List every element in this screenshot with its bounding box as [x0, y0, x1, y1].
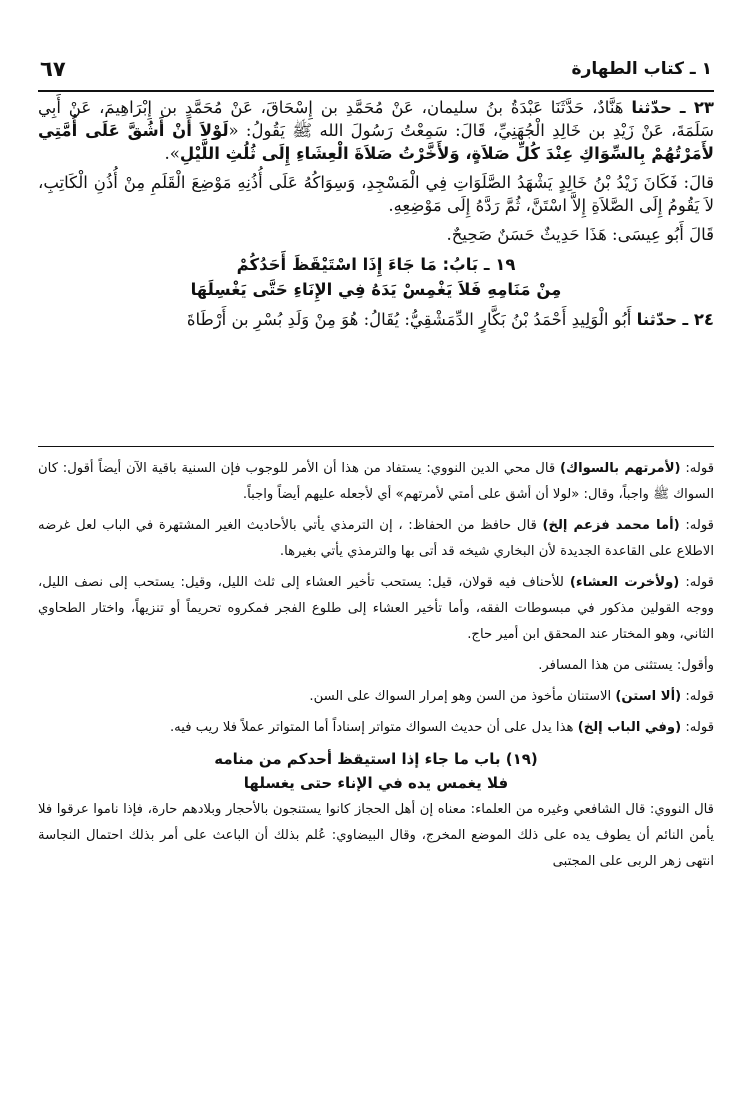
- main-text: [38, 96, 714, 337]
- note-text: الاستنان مأخوذ من السن وهو إمرار السواك على السن.: [309, 689, 612, 704]
- commentary-heading-line-1: (١٩) باب ما جاء إذا استيقظ أحدكم من منامه: [214, 750, 538, 768]
- commentary: [38, 456, 714, 880]
- page-header: [40, 52, 712, 86]
- hadith-close: ».: [164, 144, 180, 163]
- note-lemma: (وفي الباب إلخ): [577, 720, 682, 735]
- commentary-chapter-heading: [38, 747, 714, 795]
- hadith-number: ٢٣ ـ: [679, 98, 714, 117]
- commentary-note: [38, 653, 714, 679]
- note-lemma: (لأمرتهم بالسواك): [559, 461, 681, 476]
- chapter-heading-line-2: مِنْ مَنَامِهِ فَلاَ يَغْمِسْ يَدَهُ فِي الإِنَاءِ حَتَّى يَغْسِلَهَا: [190, 280, 562, 299]
- commentary-note: [38, 797, 714, 875]
- note-text: هذا يدل على أن حديث السواك متواتر إسناداً أما المتواتر عملاً فلا ريب فيه.: [169, 720, 574, 735]
- note-text: للأحناف فيه قولان، قيل: يستحب تأخير العشاء إلى ثلث الليل، وقيل: يستحب إلى نصف الليل، ووجه القولين مذكور في مبسوطات الفقه، وأما تأخير العشاء إلى طلوع الفجر فمكروه تحريماً أو تنزيهاً، واختار الطحاوي الثاني، وهو المختار عند المحقق ابن أمير حاج.: [38, 575, 714, 642]
- sanad-lead: حدّثنا: [631, 98, 672, 117]
- note-text: قال حافظ من الحفاظ: ، إن الترمذي يأتي بالأحاديث الغير المشتهرة في الباب لعل غرضه الاطلاع على القاعدة الجديدة لأن البخاري شيخه قد أتى بها والترمذي يأتي بغيرها.: [38, 518, 714, 559]
- note-lemma: (ألا استن): [615, 689, 682, 704]
- note-qawluhu: قوله:: [685, 720, 714, 735]
- hadith-23: [38, 96, 714, 165]
- chapter-heading-line-1: ١٩ ـ بَابُ: مَا جَاءَ إِذَا اسْتَيْقَظَ أَحَدُكُمْ: [236, 255, 516, 274]
- grading-paragraph: قَالَ أَبُو عِيسَى: هَذَا حَدِيثٌ حَسَنٌ صَحِيحٌ.: [446, 225, 714, 244]
- header-rule: [38, 90, 714, 92]
- commentary-note: [38, 456, 714, 508]
- note-lemma: (ولأخرت العشاء): [569, 575, 680, 590]
- note-qawluhu: قوله:: [685, 575, 714, 590]
- chapter-heading: [38, 252, 714, 302]
- note-text: قال محي الدين النووي: يستفاد من هذا أن الأمر للوجوب فإن السنية باقية الآن أيضاً أقول: كان السواك ﷺ واجباً، وقال: «لولا أن أشق على أمتي لأمرتهم» أي لأجعله عليهم أيضاً واجباً.: [38, 461, 714, 502]
- note-text: قال النووي: قال الشافعي وغيره من العلماء: معناه إن أهل الحجاز كانوا يستنجون بالأحجار وبلادهم حارة، فإذا ناموا عرقوا فلا يأمن النائم أن يطوف يده على ذلك الموضع المخرج، وقال البيضاوي: عُلم بذلك أن الباعث على أمر بذلك احتمال النجاسة انتهى زهر الربى على المجتبى: [38, 802, 714, 869]
- page-number: ٦٧: [40, 57, 66, 81]
- hadith-sanad: هَنَّادٌ، حَدَّثَنَا عَبْدَةُ بنُ سليمان، عَنْ مُحَمَّدِ بن إِسْحَاقَ، عَنْ مُحَمَّدِ بن إِبْرَاهِيمَ، عَنْ أَبِي سَلَمَةَ، عَنْ زَيْدِ بن خَالِدِ الْجُهَنِيِّ، قَالَ: سَمِعْتُ رَسُولَ الله ﷺ يَقُولُ: «: [38, 98, 714, 140]
- hadith-number: ٢٤ ـ: [682, 310, 714, 329]
- commentary-note: [38, 570, 714, 648]
- note-lemma: (أما محمد فزعم إلخ): [542, 518, 680, 533]
- hadith-sanad: أَبُو الْوَلِيدِ أَحْمَدُ بْنُ بَكَّارٍ الدِّمَشْقِيُّ: يُقَالُ: هُوَ مِنْ وَلَدِ بُسْرِ بن أَرْطَاةَ: [186, 310, 632, 329]
- hadith-24: [38, 308, 714, 331]
- note-qawluhu: قوله:: [685, 461, 714, 476]
- note-qawluhu: قوله:: [685, 518, 714, 533]
- commentary-heading-line-2: فلا يغمس يده في الإناء حتى يغسلها: [243, 774, 509, 792]
- commentary-divider: [38, 446, 714, 447]
- note-qawluhu: قوله:: [685, 689, 714, 704]
- sanad-lead: حدّثنا: [636, 310, 678, 329]
- hadith-matn: لَوْلاَ أَنْ أَشُقَّ عَلَى أُمَّتِي لأَمَرْتُهُمْ بِالسِّوَاكِ عِنْدَ كُلِّ صَلاَةٍ، وَلأَخَّرْتُ صَلاَةَ الْعِشَاءِ إِلَى ثُلُثِ اللَّيْلِ: [38, 121, 714, 163]
- narration-paragraph: قالَ: فَكَانَ زَيْدُ بْنُ خَالِدٍ يَشْهَدُ الصَّلَوَاتِ فِي الْمَسْجِدِ، وَسِوَاكُهُ عَلَى أُذُنِهِ مَوْضِعَ الْقَلَمِ مِنْ أُذُنِ الْكَاتِبِ، لاَ يَقُومُ إِلَى الصَّلاَةِ إِلاَّ اسْتَنَّ، ثُمَّ رَدَّهُ إِلَى مَوْضِعِهِ.: [38, 173, 714, 215]
- note-text: وأقول: يستثنى من هذا المسافر.: [538, 658, 714, 673]
- commentary-note: [38, 715, 714, 741]
- running-title: ١ ـ كتاب الطهارة: [571, 59, 712, 79]
- commentary-note: [38, 684, 714, 710]
- commentary-note: [38, 513, 714, 565]
